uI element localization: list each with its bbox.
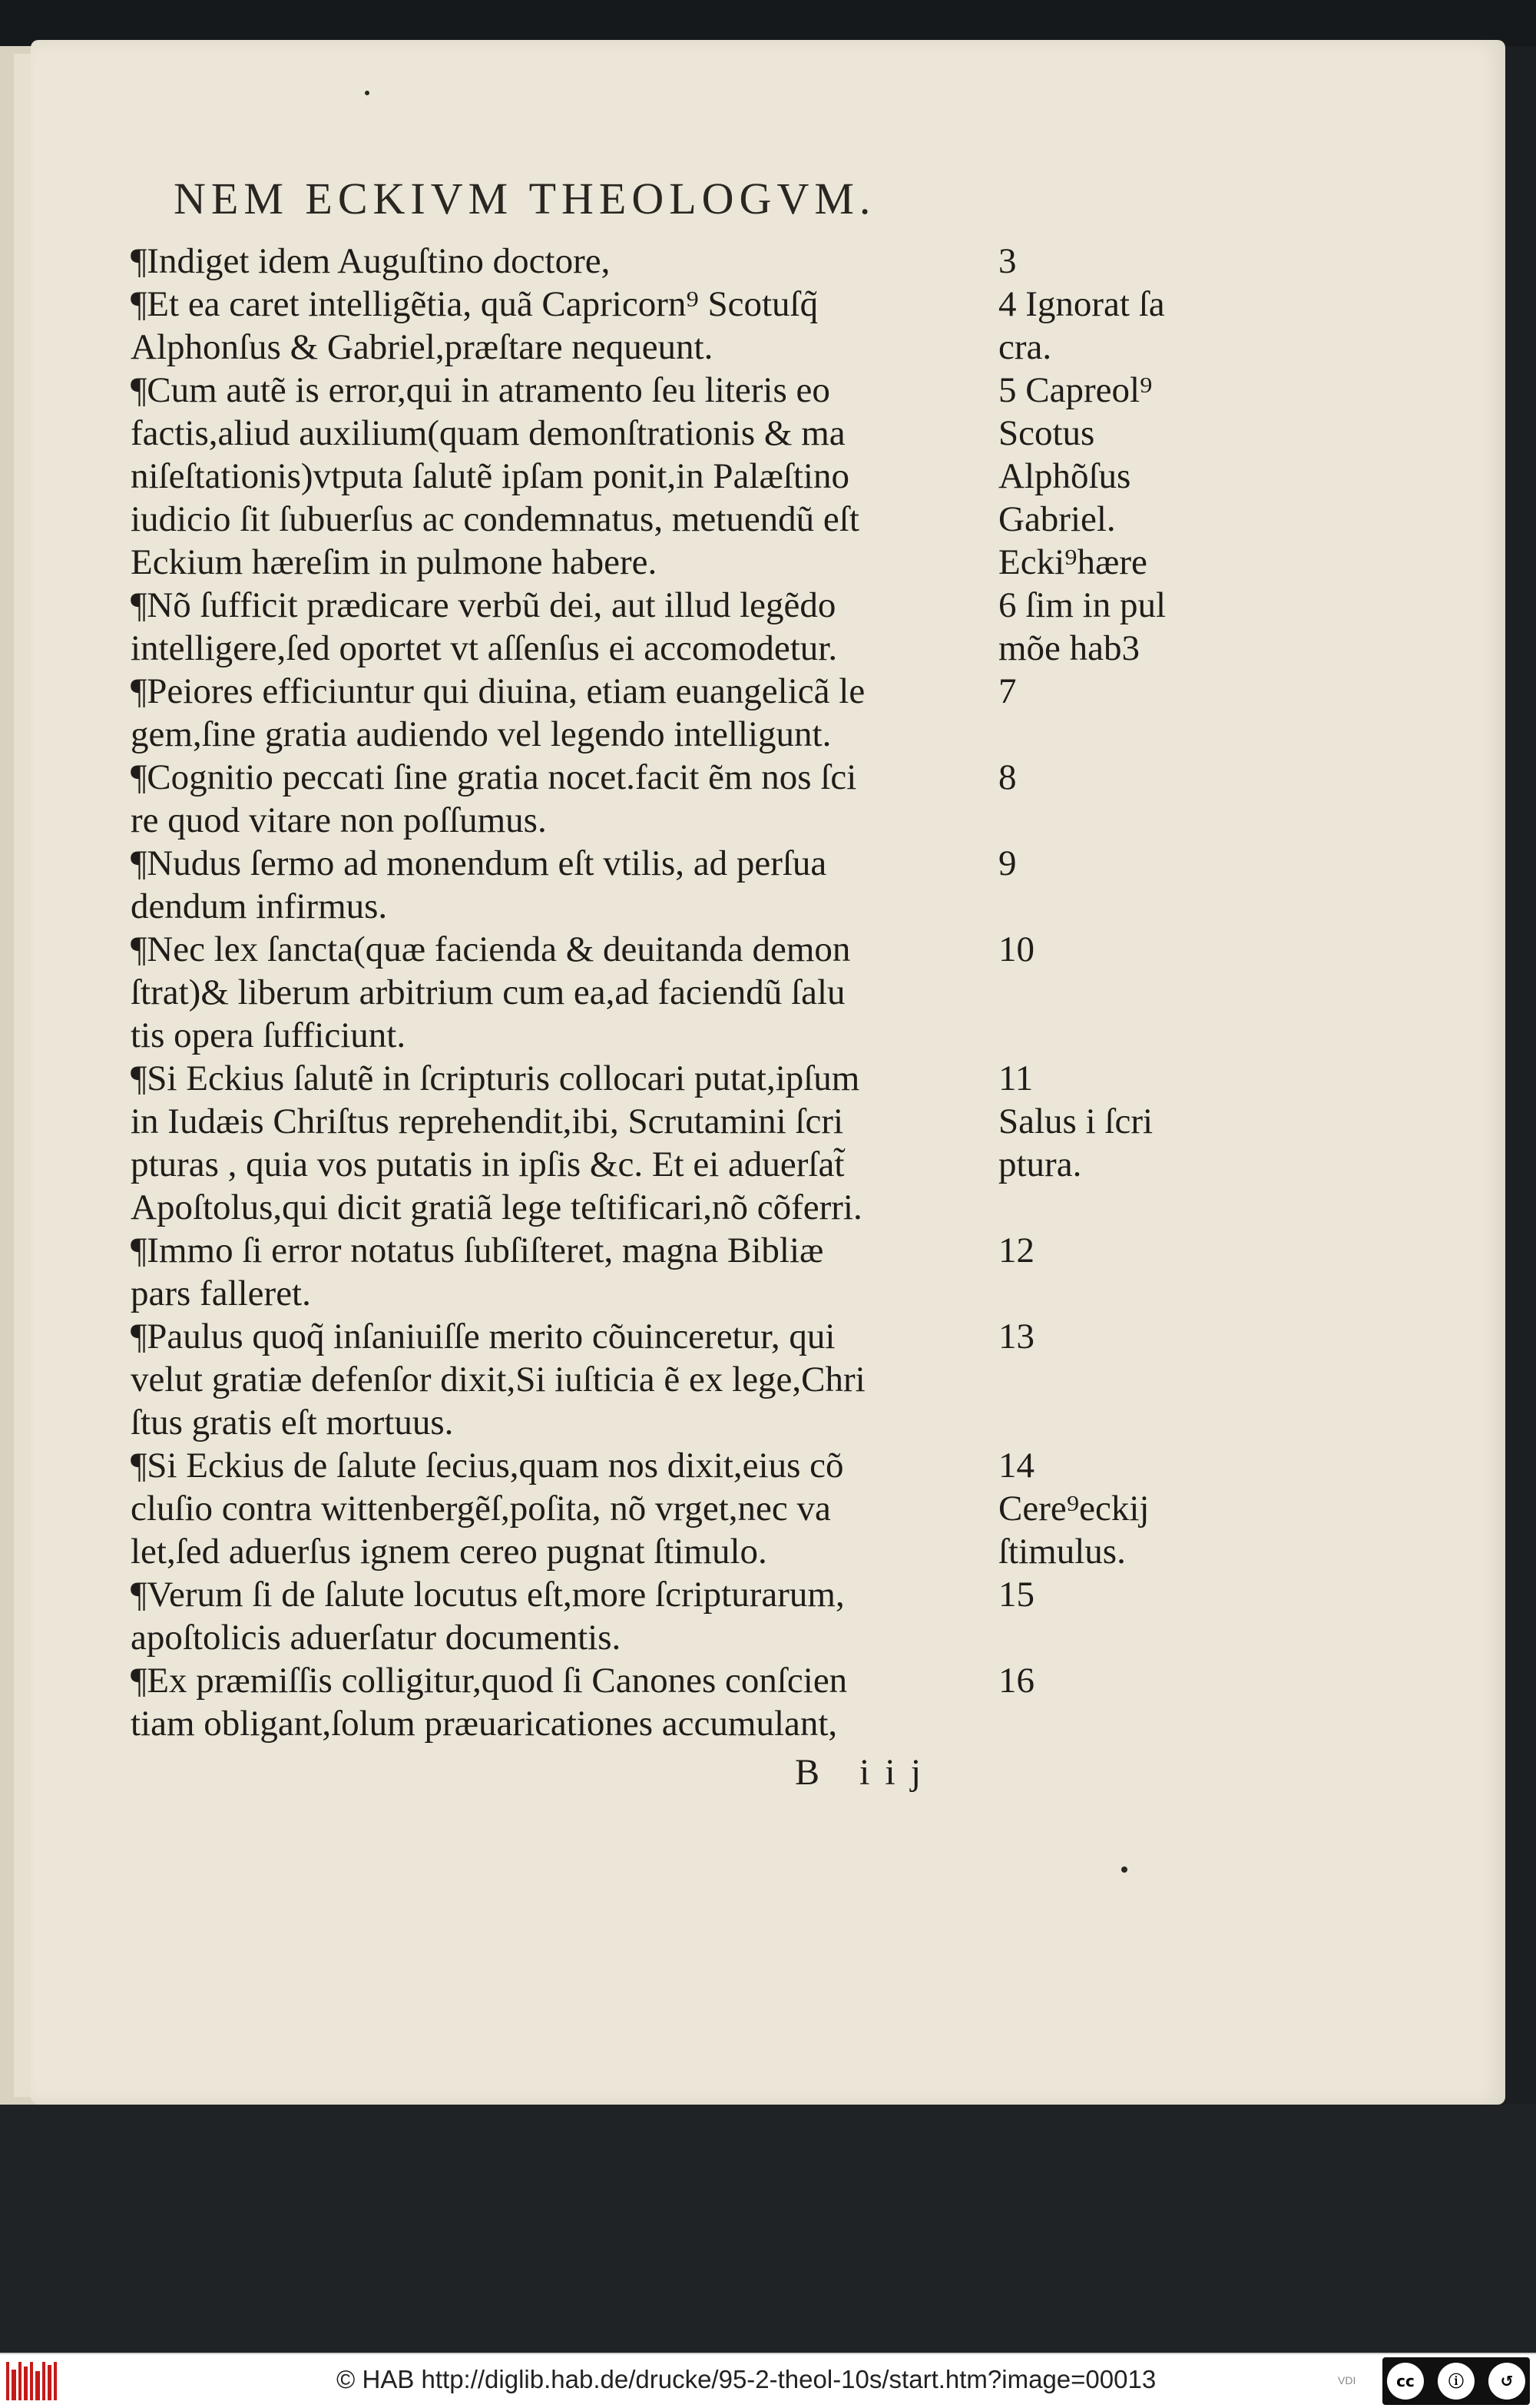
margin-note-line	[998, 971, 1198, 1014]
signature-mark: B iij	[795, 1752, 937, 1793]
text-line: pturas , quia vos putatis in ipſis &c. Et ei aduerſat̃	[131, 1144, 845, 1184]
text-line: apoſtolicis aduerſatur documentis.	[131, 1618, 621, 1658]
text-line: Apoſtolus,qui dicit gratiã lege teſtificari,nõ cõferri.	[131, 1187, 862, 1227]
text-line: ¶Et ea caret intelligẽtia, quã Capricorn⁹ Scotuſq̃	[131, 284, 819, 324]
margin-note-line: 11	[998, 1058, 1034, 1098]
text-line: velut gratiæ defenſor dixit,Si iuſticia ẽ ex lege,Chri	[131, 1360, 866, 1399]
margin-note-line: 10	[998, 929, 1034, 969]
text-line: ſtrat)& liberum arbitrium cum ea,ad faciendũ ſalu	[131, 972, 846, 1012]
margin-note-line: 12	[998, 1230, 1034, 1270]
license-badge[interactable]	[1382, 2357, 1530, 2405]
text-line: ¶Immo ſi error notatus ſubſiſteret, magna Bibliæ	[131, 1230, 824, 1270]
sa-label: SA	[1500, 2391, 1513, 2401]
text-line: niſeſtationis)vtputa ſalutẽ ipſam ponit,in Palæſtino	[131, 456, 849, 496]
text-line: factis,aliud auxilium(quam demonſtrationis & ma	[131, 413, 846, 453]
text-line: ¶Nudus ſermo ad monendum eſt vtilis, ad perſua	[131, 843, 827, 883]
margin-note-line	[998, 1358, 1198, 1401]
margin-note-line	[998, 713, 1198, 756]
ink-speck	[365, 91, 369, 95]
text-line: pars falleret.	[131, 1274, 311, 1313]
text-line: ¶Indiget idem Auguſtino doctore,	[131, 241, 611, 281]
margin-note-line: 9	[998, 843, 1017, 883]
margin-note-line: 3	[998, 241, 1017, 281]
text-line: iudicio ſit ſubuerſus ac condemnatus, metuendũ eſt	[131, 499, 859, 539]
page-body	[131, 240, 991, 1745]
margin-note-line: ptura.	[998, 1144, 1082, 1184]
margin-note-line: 7	[998, 671, 1017, 711]
margin-notes	[998, 240, 1198, 1745]
margin-note-line: Salus i ſcri	[998, 1101, 1154, 1141]
margin-note-line: Scotus	[998, 413, 1095, 453]
text-line: ¶Nõ ſufficit prædicare verbũ dei, aut illud legẽdo	[131, 585, 836, 625]
margin-note-line: 16	[998, 1661, 1034, 1701]
margin-note-line	[998, 1702, 1198, 1745]
running-header: NEM ECKIVM THEOLOGVM.	[174, 174, 876, 224]
text-line: ¶Verum ſi de ſalute locutus eſt,more ſcripturarum,	[131, 1575, 845, 1615]
margin-note-line: ſtimulus.	[998, 1532, 1126, 1572]
text-line: ¶Peiores efficiuntur qui diuina, etiam euangelicã le	[131, 671, 866, 711]
margin-note-line	[998, 885, 1198, 928]
margin-note-line: 13	[998, 1317, 1034, 1356]
margin-note-line: 14	[998, 1446, 1034, 1486]
text-line: ¶Ex præmiſſis colligitur,quod ſi Canones conſcien	[131, 1661, 848, 1701]
by-label: BY	[1449, 2391, 1462, 2401]
text-line: gem,ſine gratia audiendo vel legendo intelligunt.	[131, 714, 832, 754]
margin-note-line: 8	[998, 757, 1017, 797]
sa-icon: ↺	[1488, 2363, 1525, 2400]
text-line: dendum infirmus.	[131, 886, 388, 926]
margin-note-line	[998, 799, 1198, 842]
text-line: Alphonſus & Gabriel,præſtare nequeunt.	[131, 327, 713, 367]
text-line: tis opera ſufficiunt.	[131, 1015, 406, 1055]
text-line: let,ſed aduerſus ignem cereo pugnat ſtimulo.	[131, 1532, 767, 1572]
margin-note-line	[998, 1272, 1198, 1315]
text-line: ſtus gratis eſt mortuus.	[131, 1403, 454, 1442]
margin-note-line: 6 ſim in pul	[998, 585, 1167, 625]
margin-note-line: cra.	[998, 327, 1052, 367]
source-url-link[interactable]: © HAB http://diglib.hab.de/drucke/95-2-theol-10s/start.htm?image=00013	[336, 2365, 1157, 2393]
text-line: tiam obligant,ſolum præuaricationes accumulant,	[131, 1704, 838, 1744]
hab-logo-icon	[6, 2362, 68, 2400]
text-line: ¶Cum autẽ is error,qui in atramento ſeu literis eo	[131, 370, 830, 410]
margin-note-line: Gabriel.	[998, 499, 1116, 539]
viewer-footer	[0, 2353, 1536, 2408]
margin-note-line	[998, 1616, 1198, 1659]
text-line: ¶Si Eckius de ſalute ſecius,quam nos dixit,eius cõ	[131, 1446, 844, 1486]
margin-note-line: 5 Capreol⁹	[998, 370, 1153, 410]
text-line: ¶Cognitio peccati ſine gratia nocet.facit ẽm nos ſci	[131, 757, 857, 797]
text-line: ¶Paulus quoq̃ inſaniuiſſe merito cõuinceretur, qui	[131, 1317, 836, 1356]
text-line: cluſio contra wittenbergẽſ,poſita, nõ vrget,nec va	[131, 1489, 831, 1529]
text-line: Eckium hæreſim in pulmone habere.	[131, 542, 657, 582]
text-line: re quod vitare non poſſumus.	[131, 800, 547, 840]
text-line: ¶Nec lex ſancta(quæ facienda & deuitanda demon	[131, 929, 851, 969]
by-icon: ⓘ	[1438, 2363, 1475, 2400]
text-line: in Iudæis Chriſtus reprehendit,ibi, Scrutamini ſcri	[131, 1101, 844, 1141]
margin-note-line: 4 Ignorat ſa	[998, 284, 1165, 324]
text-line: intelligere,ſed oportet vt aſſenſus ei accomodetur.	[131, 628, 838, 668]
ink-speck	[1121, 1866, 1127, 1873]
text-line: ¶Si Eckius ſalutẽ in ſcripturis collocari putat,ipſum	[131, 1058, 860, 1098]
margin-note-line: mõe hab3	[998, 628, 1140, 668]
margin-note-line	[998, 1401, 1198, 1444]
margin-note-line	[998, 1186, 1198, 1229]
margin-note-line	[998, 1014, 1198, 1057]
margin-note-line: 15	[998, 1575, 1034, 1615]
margin-note-line: Cere⁹eckij	[998, 1489, 1150, 1529]
cc-icon: cc	[1387, 2363, 1424, 2400]
margin-note-line: Alphõſus	[998, 456, 1131, 496]
small-mark: VDI	[1338, 2374, 1356, 2386]
scan-background-bottom	[0, 2105, 1536, 2353]
margin-note-line: Ecki⁹hære	[998, 542, 1147, 582]
scan-background-top	[0, 0, 1536, 46]
